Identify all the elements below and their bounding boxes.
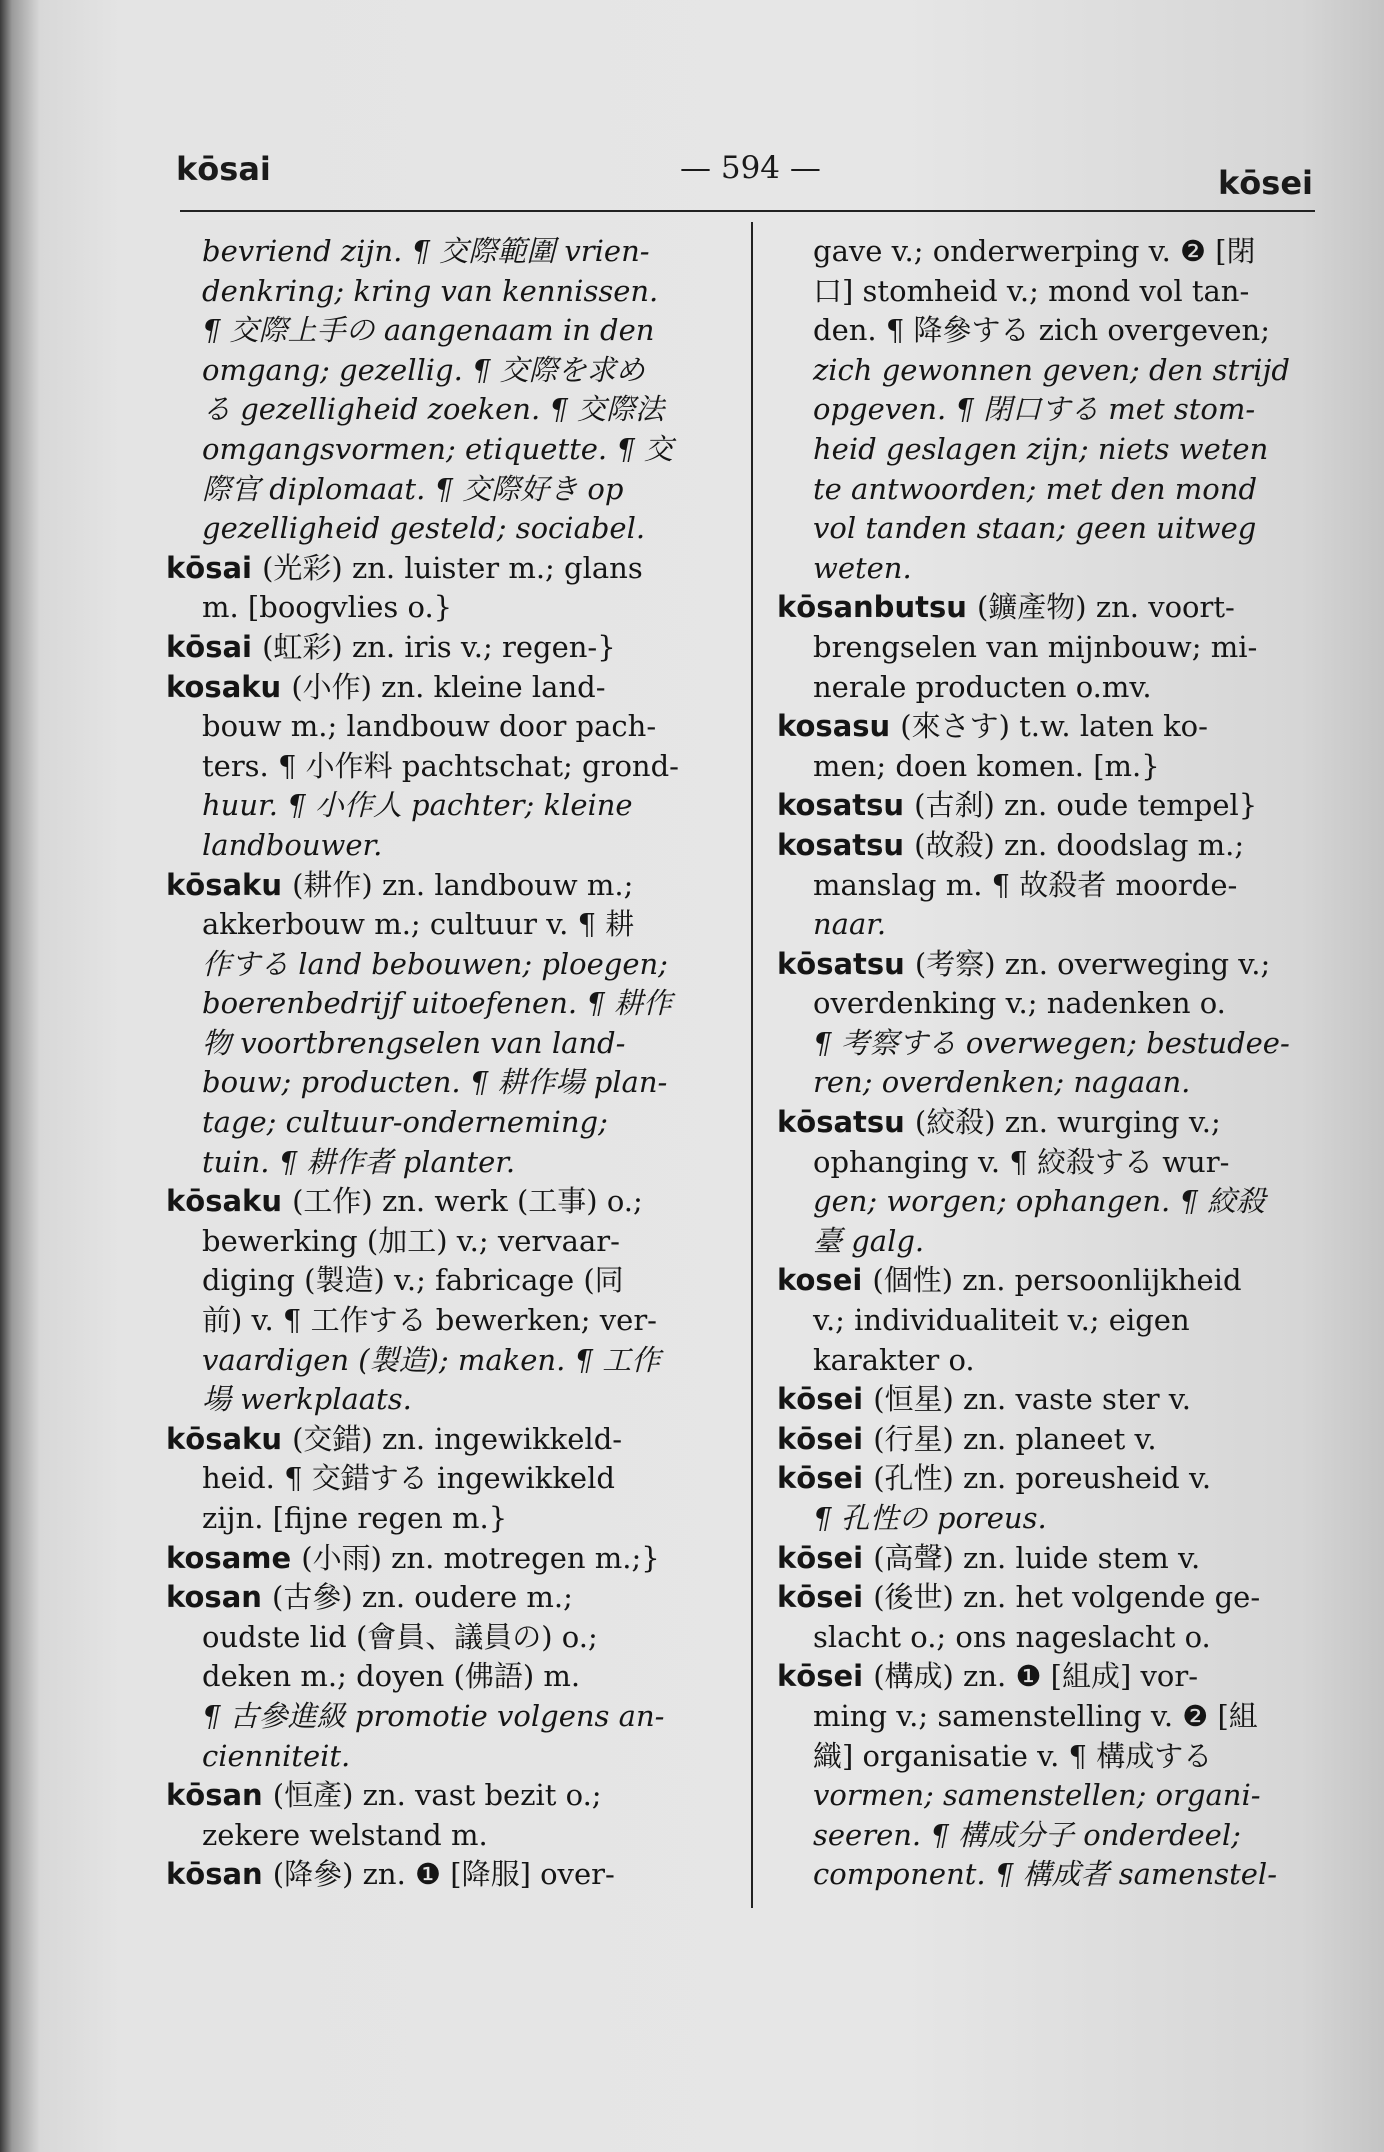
dictionary-line <box>777 1380 1325 1420</box>
entry-text: (後世) zn. het volgende ge- <box>873 1580 1261 1615</box>
running-head-left: kōsai <box>176 150 271 188</box>
entry-text: 織] organisatie v. ¶ 構成する <box>813 1738 1213 1773</box>
dictionary-line <box>777 984 1325 1024</box>
dictionary-line <box>166 1499 726 1539</box>
dictionary-line <box>166 628 726 668</box>
dictionary-line <box>777 1539 1325 1579</box>
entry-text: (絞殺) zn. wurging v.; <box>914 1105 1221 1140</box>
headword: kōsei <box>777 1421 864 1456</box>
entry-text: (孔性) zn. poreusheid v. <box>873 1461 1212 1496</box>
dictionary-line <box>166 311 726 351</box>
headword: kōsei <box>777 1461 864 1496</box>
dictionary-line <box>777 1182 1325 1222</box>
dictionary-line <box>777 1578 1325 1618</box>
entry-text: nerale producten o.mv. <box>813 669 1152 704</box>
dictionary-line <box>166 1182 726 1222</box>
dictionary-line <box>166 747 726 787</box>
entry-text: (降參) zn. ❶ [降服] over- <box>272 1857 615 1892</box>
dictionary-line <box>777 588 1325 628</box>
dictionary-line <box>166 1697 726 1737</box>
dictionary-line <box>166 1578 726 1618</box>
dictionary-line <box>166 390 726 430</box>
entry-text: zijn. [fijne regen m.} <box>202 1501 508 1535</box>
dictionary-line <box>777 1816 1325 1856</box>
dictionary-line <box>777 1776 1325 1816</box>
dictionary-line <box>166 707 726 747</box>
dictionary-line <box>777 1301 1325 1341</box>
entry-text: 口] stomheid v.; mond vol tan- <box>813 273 1250 308</box>
dictionary-line <box>166 509 726 549</box>
entry-text: 際官 diplomaat. ¶ 交際好き op <box>202 471 624 506</box>
dictionary-line <box>777 1024 1325 1064</box>
headword: kōsaku <box>166 1421 282 1456</box>
entry-text: (小雨) zn. motregen m.;} <box>301 1540 660 1575</box>
entry-text: ters. ¶ 小作料 pachtschat; grond- <box>202 748 679 783</box>
entry-text: tuin. ¶ 耕作者 planter. <box>202 1144 516 1179</box>
headword: kōsaku <box>166 867 282 902</box>
running-head-right: kōsei <box>1218 164 1313 202</box>
entry-text: 物 voortbrengselen van land- <box>202 1025 626 1060</box>
headword: kōsai <box>166 629 252 664</box>
headword: kosasu <box>777 709 891 744</box>
headword: kōsei <box>777 1580 864 1615</box>
dictionary-line <box>166 1816 726 1856</box>
entry-text: bevriend zijn. ¶ 交際範圍 vrien- <box>202 234 650 268</box>
dictionary-line <box>166 1261 726 1301</box>
entry-text: 作する land bebouwen; ploegen; <box>202 946 668 981</box>
dictionary-line <box>166 866 726 906</box>
entry-text: (恒產) zn. vast bezit o.; <box>272 1778 602 1813</box>
entry-text: omgang; gezellig. ¶ 交際を求め <box>202 352 645 387</box>
dictionary-line <box>166 1737 726 1777</box>
dictionary-line <box>166 1143 726 1183</box>
dictionary-line <box>777 1103 1325 1143</box>
entry-text: overdenking v.; nadenken o. <box>813 986 1226 1021</box>
entry-text: component. ¶ 構成者 samenstel- <box>813 1857 1278 1892</box>
headword: kōsan <box>166 1857 263 1892</box>
dictionary-line <box>166 272 726 312</box>
entry-text: (恒星) zn. vaste ster v. <box>873 1382 1191 1417</box>
headword: kosaku <box>166 669 282 704</box>
dictionary-line <box>166 945 726 985</box>
dictionary-line <box>166 984 726 1024</box>
entry-text: (構成) zn. ❶ [組成] vor- <box>873 1659 1199 1694</box>
entry-text: m. [boogvlies o.} <box>202 590 453 625</box>
dictionary-line <box>777 549 1325 589</box>
dictionary-line <box>777 1420 1325 1460</box>
dictionary-line <box>777 232 1325 272</box>
entry-text: cienniteit. <box>202 1738 351 1773</box>
dictionary-line <box>777 866 1325 906</box>
dictionary-line <box>777 668 1325 708</box>
headword: kōsei <box>777 1659 864 1694</box>
dictionary-line <box>777 390 1325 430</box>
entry-text: (個性) zn. persoonlijkheid <box>872 1263 1242 1298</box>
dictionary-line <box>777 1459 1325 1499</box>
entry-text: (小作) zn. kleine land- <box>291 669 606 704</box>
entry-text: ¶ 交際上手の aangenaam in den <box>202 313 655 348</box>
entry-text: slacht o.; ons nageslacht o. <box>813 1619 1211 1654</box>
dictionary-line <box>166 786 726 826</box>
entry-text: bewerking (加工) v.; vervaar- <box>202 1223 620 1258</box>
dictionary-line <box>777 1855 1325 1895</box>
headword: kōsei <box>777 1382 864 1417</box>
entry-text: karakter o. <box>813 1342 975 1377</box>
headword: kōsaku <box>166 1184 282 1219</box>
dictionary-line <box>166 668 726 708</box>
dictionary-line <box>166 1539 726 1579</box>
dictionary-line <box>777 747 1325 787</box>
entry-text: bouw m.; landbouw door pach- <box>202 709 657 744</box>
entry-text: heid geslagen zijn; niets weten <box>813 431 1269 466</box>
dictionary-line <box>777 945 1325 985</box>
entry-text: (光彩) zn. luister m.; glans <box>262 550 643 585</box>
dictionary-line <box>166 1420 726 1460</box>
dictionary-line <box>777 1697 1325 1737</box>
entry-text: tage; cultuur-onderneming; <box>202 1105 608 1140</box>
entry-text: vaardigen (製造); maken. ¶ 工作 <box>202 1342 661 1377</box>
dictionary-line <box>166 1380 726 1420</box>
entry-text: 場 werkplaats. <box>202 1382 412 1417</box>
page-number: — 594 — <box>680 150 821 186</box>
dictionary-line <box>777 1222 1325 1262</box>
entry-text: zekere welstand m. <box>202 1817 488 1852</box>
dictionary-line <box>777 1737 1325 1777</box>
dictionary-line <box>777 707 1325 747</box>
dictionary-line <box>777 311 1325 351</box>
headword: kosatsu <box>777 788 905 823</box>
entry-text: oudste lid (會員、議員の) o.; <box>202 1619 598 1654</box>
dictionary-line <box>777 826 1325 866</box>
headword: kōsatsu <box>777 946 905 981</box>
entry-text: ¶ 考察する overwegen; bestudee- <box>813 1025 1290 1060</box>
entry-text: diging (製造) v.; fabricage (同 <box>202 1263 624 1298</box>
entry-text: huur. ¶ 小作人 pachter; kleine <box>202 788 633 823</box>
headword: kōsei <box>777 1540 864 1575</box>
entry-text: ¶ 孔性の poreus. <box>813 1501 1047 1535</box>
headword: kōsan <box>166 1778 263 1813</box>
entry-text: omgangsvormen; etiquette. ¶ 交 <box>202 431 674 466</box>
entry-text: den. ¶ 降參する zich overgeven; <box>813 313 1271 348</box>
entry-text: bouw; producten. ¶ 耕作場 plan- <box>202 1065 668 1100</box>
entry-text: ming v.; samenstelling v. ❷ [組 <box>813 1698 1258 1733</box>
headword: kōsanbutsu <box>777 590 967 625</box>
headword: kosei <box>777 1263 863 1298</box>
dictionary-line <box>777 351 1325 391</box>
entry-text: ophanging v. ¶ 絞殺する wur- <box>813 1144 1230 1179</box>
dictionary-line <box>166 1103 726 1143</box>
entry-text: (工作) zn. werk (工事) o.; <box>292 1184 643 1219</box>
dictionary-line <box>777 786 1325 826</box>
dictionary-line <box>777 905 1325 945</box>
entry-text: る gezelligheid zoeken. ¶ 交際法 <box>202 392 665 427</box>
entry-text: (鑛產物) zn. voort- <box>976 590 1235 625</box>
header-rule <box>180 210 1315 212</box>
dictionary-line <box>166 826 726 866</box>
entry-text: (來さす) t.w. laten ko- <box>900 709 1208 744</box>
dictionary-line <box>777 509 1325 549</box>
headword: kosan <box>166 1580 262 1615</box>
entry-text: manslag m. ¶ 故殺者 moorde- <box>813 867 1238 902</box>
headword: kōsai <box>166 550 252 585</box>
dictionary-line <box>777 1341 1325 1381</box>
entry-text: vol tanden staan; geen uitweg <box>813 511 1257 546</box>
entry-text: landbouwer. <box>202 827 383 862</box>
dictionary-line <box>166 351 726 391</box>
dictionary-line <box>777 430 1325 470</box>
dictionary-line <box>166 1855 726 1895</box>
dictionary-line <box>777 470 1325 510</box>
entry-text: brengselen van mijnbouw; mi- <box>813 629 1258 664</box>
dictionary-line <box>777 1618 1325 1658</box>
entry-text: heid. ¶ 交錯する ingewikkeld <box>202 1461 615 1496</box>
dictionary-line <box>777 1657 1325 1697</box>
entry-text: gezelligheid gesteld; sociabel. <box>202 511 646 546</box>
dictionary-line <box>166 1618 726 1658</box>
entry-text: (耕作) zn. landbouw m.; <box>292 867 634 902</box>
entry-text: akkerbouw m.; cultuur v. ¶ 耕 <box>202 907 635 942</box>
dictionary-line <box>166 1341 726 1381</box>
dictionary-line <box>777 1143 1325 1183</box>
dictionary-line <box>166 549 726 589</box>
entry-text: 前) v. ¶ 工作する bewerken; ver- <box>202 1303 657 1338</box>
dictionary-line <box>166 1776 726 1816</box>
entry-text: (行星) zn. planeet v. <box>873 1421 1157 1456</box>
dictionary-line <box>166 905 726 945</box>
dictionary-line <box>166 430 726 470</box>
entry-text: (交錯) zn. ingewikkeld- <box>292 1421 623 1456</box>
entry-text: (考察) zn. overweging v.; <box>914 946 1271 981</box>
entry-text: opgeven. ¶ 閉口する met stom- <box>813 392 1256 427</box>
entry-text: denkring; kring van kennissen. <box>202 273 659 308</box>
entry-text: seeren. ¶ 構成分子 onderdeel; <box>813 1817 1241 1852</box>
entry-text: (虹彩) zn. iris v.; regen-} <box>262 629 616 664</box>
entry-text: (故殺) zn. doodslag m.; <box>914 827 1245 862</box>
dictionary-line <box>777 1499 1325 1539</box>
headword: kosame <box>166 1540 292 1575</box>
column-divider <box>751 222 753 1908</box>
dictionary-line <box>166 1459 726 1499</box>
entry-text: men; doen komen. [m.} <box>813 748 1160 783</box>
entry-text: gen; worgen; ophangen. ¶ 絞殺 <box>813 1184 1266 1219</box>
dictionary-line <box>166 588 726 628</box>
dictionary-line <box>777 272 1325 312</box>
right-column <box>777 232 1325 1895</box>
dictionary-line <box>166 470 726 510</box>
entry-text: boerenbedrijf uitoefenen. ¶ 耕作 <box>202 986 673 1021</box>
entry-text: gave v.; onderwerping v. ❷ [閉 <box>813 234 1256 268</box>
dictionary-line <box>166 232 726 272</box>
entry-text: (古參) zn. oudere m.; <box>272 1580 573 1615</box>
entry-text: naar. <box>813 907 887 942</box>
entry-text: vormen; samenstellen; organi- <box>813 1778 1261 1813</box>
dictionary-line <box>166 1222 726 1262</box>
entry-text: (高聲) zn. luide stem v. <box>873 1540 1201 1575</box>
entry-text: zich gewonnen geven; den strijd <box>813 352 1290 387</box>
entry-text: te antwoorden; met den mond <box>813 471 1258 506</box>
entry-text: ren; overdenken; nagaan. <box>813 1065 1191 1100</box>
dictionary-line <box>166 1657 726 1697</box>
headword: kōsatsu <box>777 1105 905 1140</box>
dictionary-line <box>777 1261 1325 1301</box>
entry-text: deken m.; doyen (佛語) m. <box>202 1659 581 1694</box>
headword: kosatsu <box>777 827 905 862</box>
entry-text: 臺 galg. <box>813 1223 925 1258</box>
dictionary-line <box>166 1024 726 1064</box>
dictionary-line <box>166 1063 726 1103</box>
dictionary-line <box>777 1063 1325 1103</box>
dictionary-line <box>777 628 1325 668</box>
entry-text: v.; individualiteit v.; eigen <box>813 1303 1190 1338</box>
dictionary-line <box>166 1301 726 1341</box>
entry-text: weten. <box>813 550 912 585</box>
left-column <box>166 232 726 1895</box>
entry-text: ¶ 古參進級 promotie volgens an- <box>202 1698 665 1733</box>
entry-text: (古刹) zn. oude tempel} <box>914 788 1258 823</box>
